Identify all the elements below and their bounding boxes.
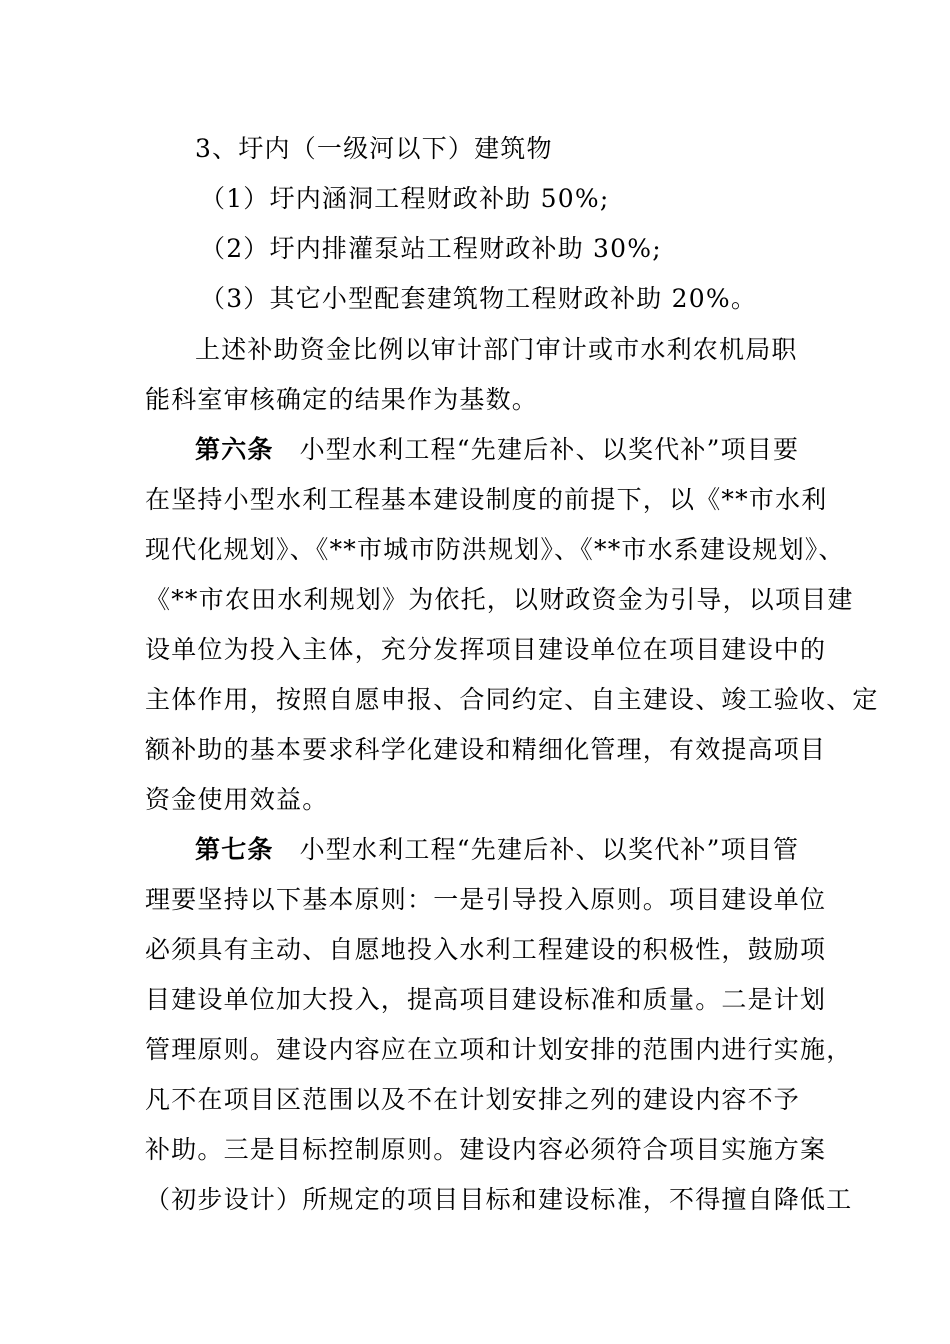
paragraph-line: 补助。三是目标控制原则。建设内容必须符合项目实施方案 [145, 1135, 827, 1164]
paragraph-line: 《**市农田水利规划》为依托，以财政资金为引导，以项目建 [145, 585, 854, 614]
article-six-first-line [195, 434, 799, 466]
paragraph-line: 理要坚持以下基本原则：一是引导投入原则。项目建设单位 [145, 885, 827, 914]
article-six-label: 第六条 [195, 435, 274, 464]
article-seven-label: 第七条 [195, 835, 274, 864]
paragraph-line: 主体作用，按照自愿申报、合同约定、自主建设、竣工验收、定 [145, 685, 879, 714]
paragraph-line: （初步设计）所规定的项目目标和建设标准，不得擅自降低工 [145, 1185, 853, 1214]
list-item-2: （2）圩内排灌泵站工程财政补助 30%; [200, 234, 662, 263]
paragraph-line: 额补助的基本要求科学化建设和精细化管理，有效提高项目 [145, 735, 827, 764]
paragraph-line: 管理原则。建设内容应在立项和计划安排的范围内进行实施， [145, 1035, 853, 1064]
paragraph-line: 资金使用效益。 [145, 785, 329, 814]
paragraph-line: 设单位为投入主体，充分发挥项目建设单位在项目建设中的 [145, 635, 827, 664]
paragraph-line: 在坚持小型水利工程基本建设制度的前提下，以《**市水利 [145, 485, 828, 514]
paragraph-line: 目建设单位加大投入，提高项目建设标准和质量。二是计划 [145, 985, 827, 1014]
article-seven-text: 小型水利工程“先建后补、以奖代补”项目管 [299, 835, 800, 864]
paragraph-line: 能科室审核确定的结果作为基数。 [145, 385, 539, 414]
paragraph-line: 必须具有主动、自愿地投入水利工程建设的积极性，鼓励项 [145, 935, 827, 964]
list-item-3: （3）其它小型配套建筑物工程财政补助 20%。 [200, 284, 758, 313]
paragraph-line: 凡不在项目区范围以及不在计划安排之列的建设内容不予 [145, 1085, 801, 1114]
article-seven-first-line [195, 834, 799, 866]
article-six-text: 小型水利工程“先建后补、以奖代补”项目要 [299, 435, 800, 464]
paragraph-line: 上述补助资金比例以审计部门审计或市水利农机局职 [195, 335, 798, 364]
section-heading-3: 3、圩内（一级河以下）建筑物 [195, 134, 553, 163]
paragraph-line: 现代化规划》、《**市城市防洪规划》、《**市水系建设规划》、 [145, 535, 845, 564]
list-item-1: （1）圩内涵洞工程财政补助 50%; [200, 184, 610, 213]
